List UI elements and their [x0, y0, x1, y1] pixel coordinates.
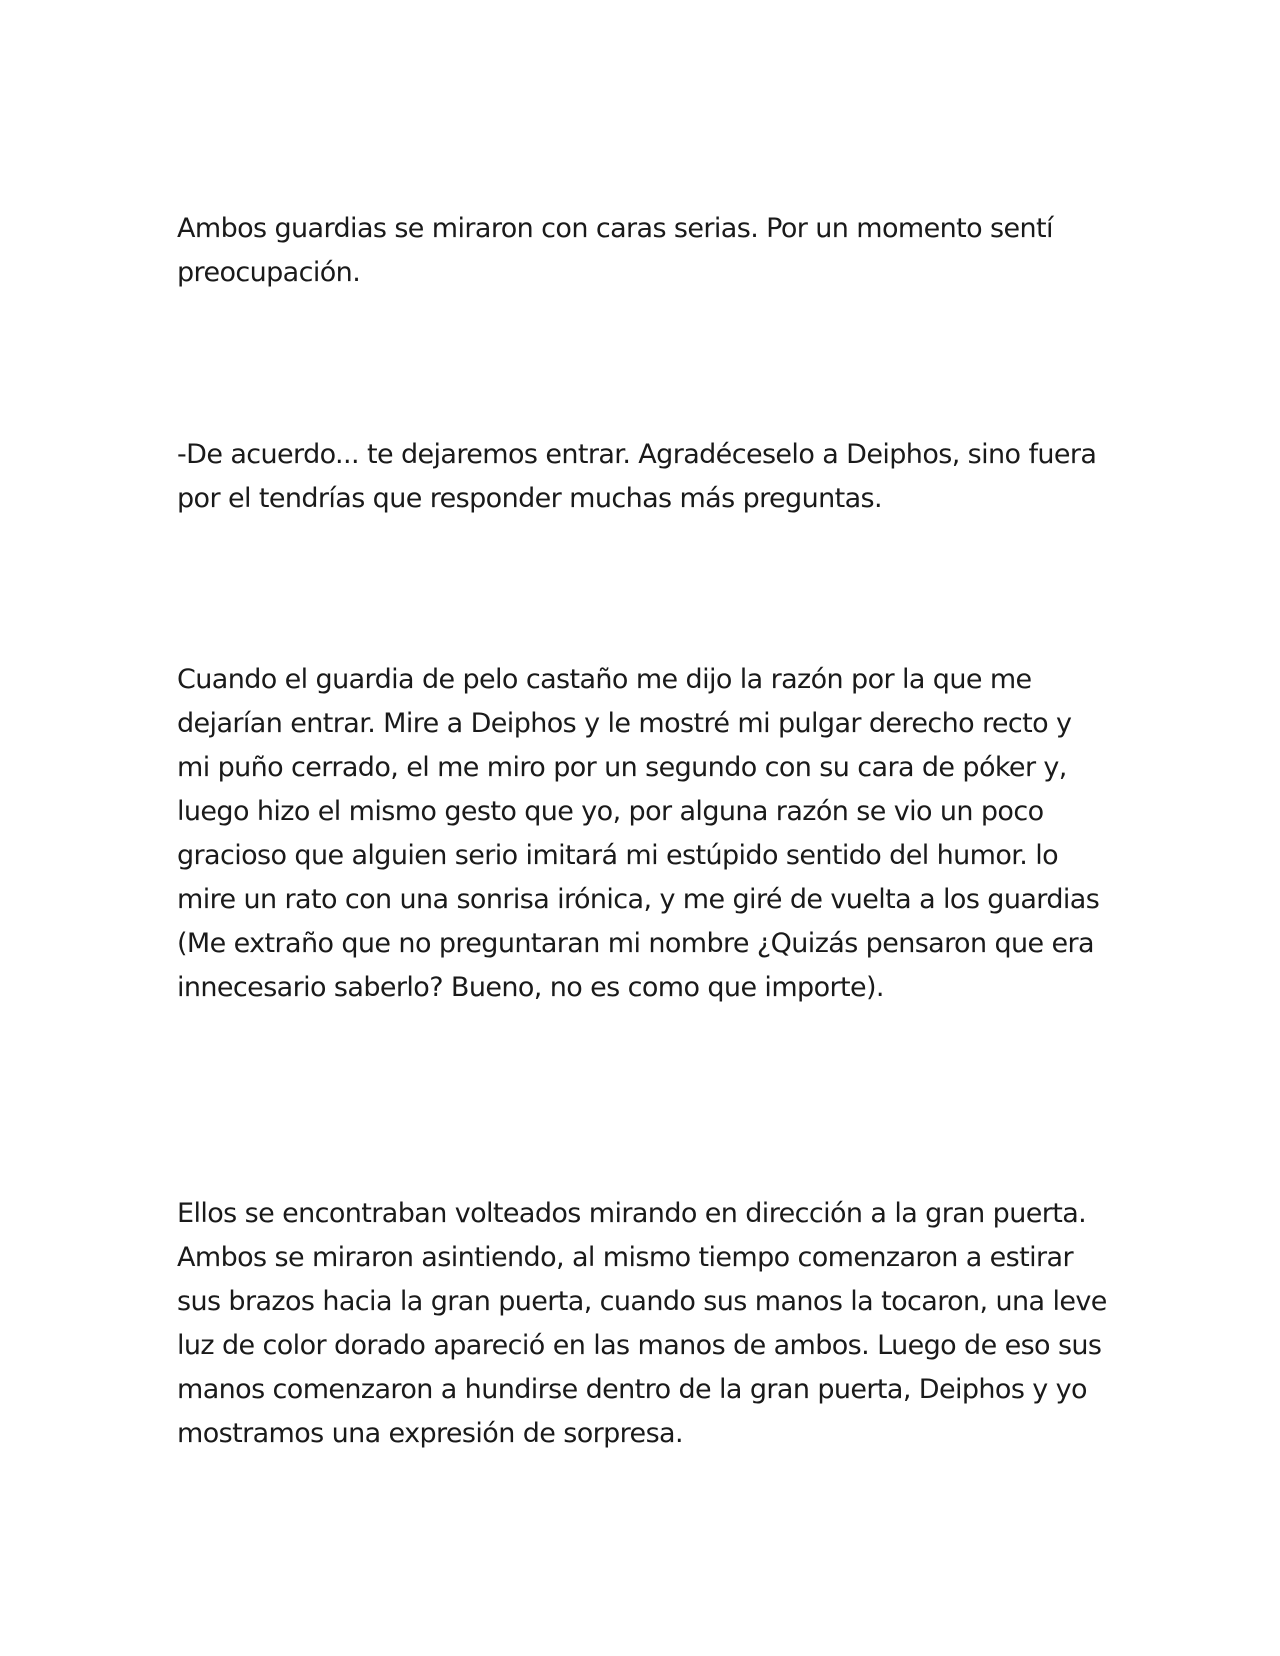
paragraph-1: Ambos guardias se miraron con caras serias. Por un momento sentí preocupación. [177, 213, 1053, 288]
paragraph-2: -De acuerdo... te dejaremos entrar. Agradéceselo a Deiphos, sino fuera por el tendrías que responder muchas más preguntas. [177, 439, 1097, 514]
paragraph-4: Ellos se encontraban volteados mirando en dirección a la gran puerta. Ambos se miraron asintiendo, al mismo tiempo comenzaron a estirar sus brazos hacia la gran puerta, cuando sus manos la tocaron, una leve luz de color dorado apareció en las manos de ambos. Luego de eso sus manos comenzaron a hundirse dentro de la gran puerta, Deiphos y yo mostramos una expresión de sorpresa. [177, 1198, 1107, 1449]
paragraph-3: Cuando el guardia de pelo castaño me dijo la razón por la que me dejarían entrar. Mire a Deiphos y le mostré mi pulgar derecho recto y mi puño cerrado, el me miro por un segundo con su cara de póker y, luego hizo el mismo gesto que yo, por alguna razón se vio un poco gracioso que alguien serio imitará mi estúpido sentido del humor. lo mire un rato con una sonrisa irónica, y me giré de vuelta a los guardias (Me extraño que no preguntaran mi nombre ¿Quizás pensaron que era innecesario saberlo? Bueno, no es como que importe). [177, 664, 1100, 1003]
